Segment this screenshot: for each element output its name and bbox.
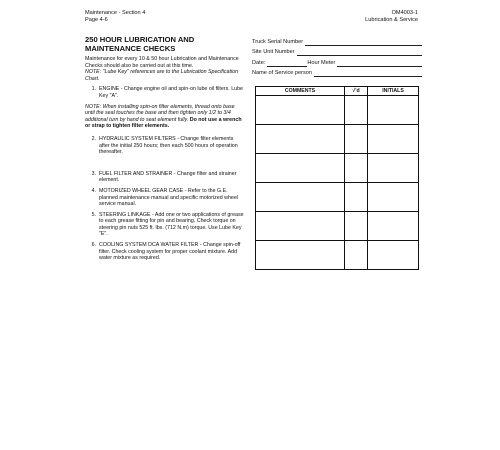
chapter-label: Lubrication & Service <box>365 17 418 23</box>
comments-cell[interactable] <box>256 96 345 124</box>
checklist-column <box>85 35 245 262</box>
list-item: 6. COOLING SYSTEM DCA WATER FILTER - Change spin-off filter. Check cooling system for proper coolant mixture. Add water mixture as required. <box>91 242 241 262</box>
page-header-left <box>85 10 145 24</box>
service-person-field[interactable] <box>314 70 422 77</box>
checked-header: √'d <box>345 87 368 95</box>
hour-meter-field[interactable] <box>337 60 422 67</box>
initials-header: INITIALS <box>382 88 404 94</box>
list-item: 1. ENGINE - Change engine oil and spin-on lube oil filters. Lube Key "A". <box>91 86 243 99</box>
checked-cell[interactable] <box>345 154 368 182</box>
date-field[interactable] <box>267 60 307 67</box>
truck-serial-field[interactable] <box>305 39 422 46</box>
intro-paragraph: Maintenance for every 10 & 50 hour Lubrication and Maintenance Checks should also be carried out at this time. <box>85 56 239 69</box>
page-header-right <box>365 10 418 24</box>
checked-cell[interactable] <box>345 96 368 124</box>
site-unit-field[interactable] <box>297 49 422 56</box>
table-row <box>256 96 418 125</box>
checked-cell[interactable] <box>345 241 368 269</box>
lube-key-note: NOTE: "Lube Key" references are to the Lubrication Specification Chart. <box>85 69 239 82</box>
comments-cell[interactable] <box>256 212 345 240</box>
service-record-form <box>252 35 422 77</box>
table-row <box>256 183 418 212</box>
initials-cell[interactable] <box>368 125 418 153</box>
table-row <box>256 241 418 269</box>
initials-cell[interactable] <box>368 212 418 240</box>
comments-cell[interactable] <box>256 125 345 153</box>
comments-table <box>255 86 419 270</box>
comments-cell[interactable] <box>256 241 345 269</box>
table-body <box>256 96 418 269</box>
date-hour-row: Date: Hour Meter <box>252 56 422 67</box>
site-unit-row: Site Unit Number <box>252 46 422 57</box>
filter-install-note: NOTE: When installing spin-on filter elements, thread onto base until the seal touches the base and then tighten only 1/2 to 3/4 additional turn by hand to seat element fully. Do not use a wrench or strap to tighten filter elements. <box>85 103 242 130</box>
table-row <box>256 125 418 154</box>
section-label: Maintenance - Section 4 <box>85 10 146 16</box>
list-item: 2. HYDRAULIC SYSTEM FILTERS - Change filter elements after the initial 250 hours; then each 500 hours of operation thereafter. <box>91 135 238 156</box>
checked-cell[interactable] <box>345 125 368 153</box>
checked-cell[interactable] <box>345 183 368 211</box>
document-code: OM4003-1 <box>391 10 418 16</box>
comments-header: COMMENTS <box>256 87 345 95</box>
initials-cell[interactable] <box>368 183 418 211</box>
list-item: 3. FUEL FILTER AND STRAINER - Change filter and strainer element. <box>91 170 237 184</box>
list-item: 5. STEERING LINKAGE - Add one or two applications of grease to each grease fitting for pin and bearing. Check torque on steering pin nuts 525 ft. lbs. (712 N.m) torque. Use Lube Key "E". <box>91 211 244 238</box>
initials-cell[interactable] <box>368 154 418 182</box>
table-row <box>256 154 418 183</box>
comments-cell[interactable] <box>256 154 345 182</box>
truck-serial-row: Truck Serial Number <box>252 35 422 46</box>
page-number: Page 4-6 <box>85 17 108 23</box>
list-item: 4. MOTORIZED WHEEL GEAR CASE - Refer to the G.E. planned maintenance manual and specific motorized wheel service manual. <box>91 187 238 208</box>
table-row <box>256 212 418 241</box>
initials-cell[interactable] <box>368 96 418 124</box>
initials-cell[interactable] <box>368 241 418 269</box>
service-person-row: Name of Service person <box>252 67 422 78</box>
page-title: 250 HOUR LUBRICATION AND MAINTENANCE CHECKS <box>85 35 195 53</box>
comments-cell[interactable] <box>256 183 345 211</box>
table-header <box>256 87 418 96</box>
checked-cell[interactable] <box>345 212 368 240</box>
